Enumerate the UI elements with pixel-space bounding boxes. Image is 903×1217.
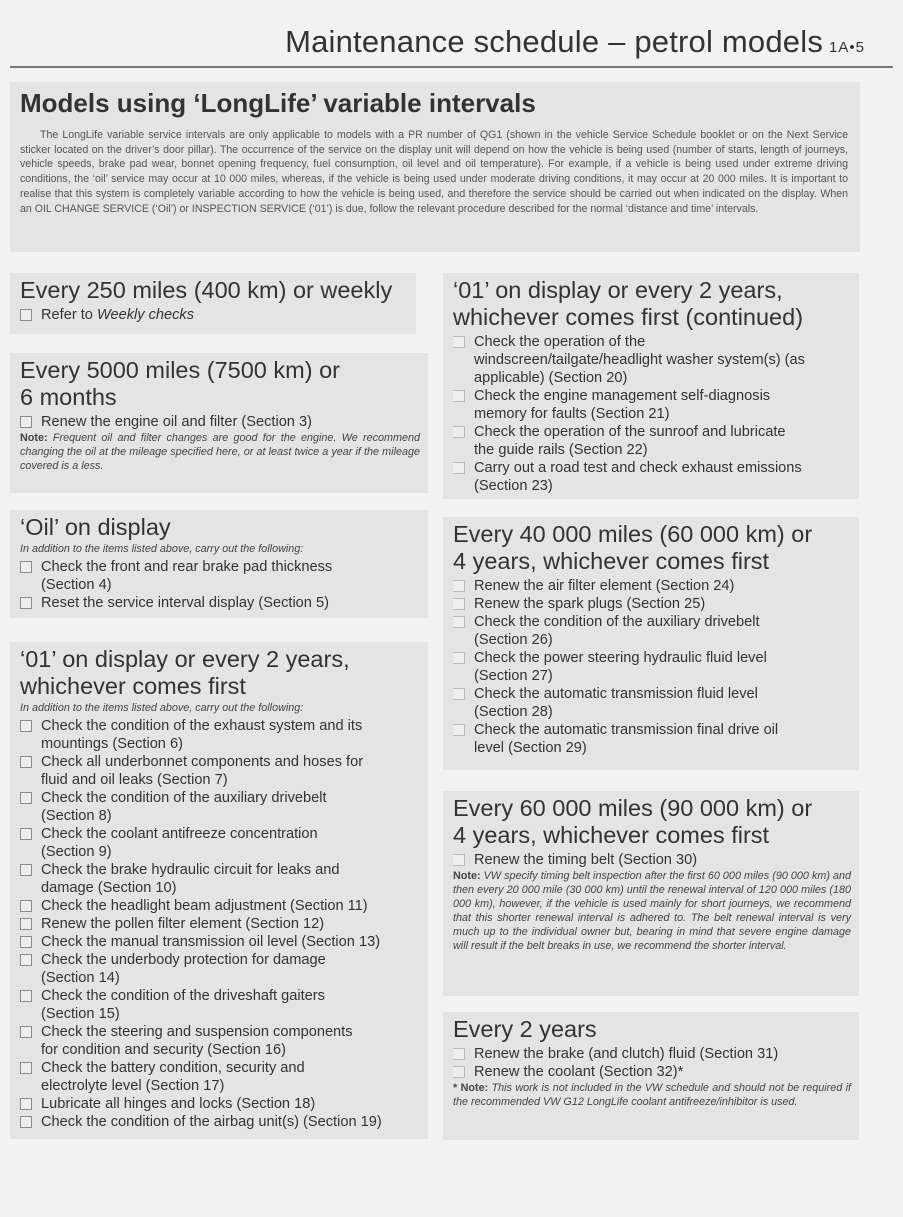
checklist-item xyxy=(453,721,851,757)
checkbox-icon[interactable] xyxy=(453,426,465,438)
checkbox-icon[interactable] xyxy=(20,828,32,840)
checklist-item-text: windscreen/tailgate/headlight washer system(s) (as xyxy=(474,352,805,368)
section-title: Every 250 miles (400 km) or weekly xyxy=(20,277,393,303)
checklist-item xyxy=(453,577,851,595)
section-title: Every 2 years xyxy=(453,1016,597,1042)
checkbox-icon[interactable] xyxy=(453,580,465,592)
checklist-item-text: Carry out a road test and check exhaust emissions xyxy=(474,460,802,476)
checkbox-icon[interactable] xyxy=(453,462,465,474)
checklist-item-text: Check the underbody protection for damage xyxy=(41,952,326,968)
checklist-item-text: Check the condition of the auxiliary drivebelt xyxy=(474,614,760,630)
checklist-item-text: Check the battery condition, security and xyxy=(41,1060,305,1076)
checkbox-icon[interactable] xyxy=(20,720,32,732)
checkbox-icon[interactable] xyxy=(453,1048,465,1060)
checklist-item-text: applicable) (Section 20) xyxy=(474,370,628,386)
checklist-item-text: the guide rails (Section 22) xyxy=(474,442,648,458)
checklist-item xyxy=(453,685,851,721)
checklist-item-text: Check the front and rear brake pad thickness xyxy=(41,559,333,575)
checklist-item xyxy=(453,649,851,685)
checkbox-icon[interactable] xyxy=(453,336,465,348)
checklist-item: Renew the engine oil and filter (Section 3) xyxy=(20,413,420,431)
section-01-continued xyxy=(443,273,859,499)
checkbox-icon[interactable] xyxy=(20,1026,32,1038)
section-lead: In addition to the items listed above, carry out the following: xyxy=(20,702,304,714)
checklist-item-text: fluid and oil leaks (Section 7) xyxy=(41,772,228,788)
checkbox-icon[interactable] xyxy=(20,597,32,609)
checklist-item-text: Check the operation of the xyxy=(474,334,646,350)
checklist-item xyxy=(20,861,420,897)
page-number: 1A•5 xyxy=(829,39,865,56)
checklist-item xyxy=(453,1045,851,1063)
section-title: Every 60 000 miles (90 000 km) or 4 years, whichever comes first xyxy=(453,795,813,848)
checklist-item-text: Check the headlight beam adjustment (Section 11) xyxy=(41,898,368,914)
checklist-item-text: Check the operation of the sunroof and lubricate xyxy=(474,424,786,440)
checkbox-icon[interactable] xyxy=(453,598,465,610)
checkbox-icon[interactable] xyxy=(20,561,32,573)
checklist-item-text: level (Section 29) xyxy=(474,740,587,756)
section-title: Every 5000 miles (7500 km) or 6 months xyxy=(20,357,340,410)
checklist-item-text: Check the coolant antifreeze concentration xyxy=(41,826,318,842)
checkbox-icon[interactable] xyxy=(20,416,32,428)
checklist-item-text: (Section 23) xyxy=(474,478,553,494)
checkbox-icon[interactable] xyxy=(20,309,32,321)
section-title: ‘01’ on display or every 2 years, whichever comes first xyxy=(20,646,350,699)
checklist-item xyxy=(453,613,851,649)
intro-heading: Models using ‘LongLife’ variable intervals xyxy=(20,88,536,118)
section-5000-miles xyxy=(10,353,428,493)
intro-panel xyxy=(10,82,860,252)
checklist-item xyxy=(20,753,420,789)
checkbox-icon[interactable] xyxy=(20,900,32,912)
section-2-years xyxy=(443,1012,859,1140)
checklist-item-text: damage (Section 10) xyxy=(41,880,177,896)
header-rule xyxy=(10,66,893,68)
checklist-item xyxy=(20,933,420,951)
checkbox-icon[interactable] xyxy=(20,864,32,876)
checklist-item-text: (Section 14) xyxy=(41,970,120,986)
checklist-item-text: Lubricate all hinges and locks (Section 18) xyxy=(41,1096,316,1112)
checklist-item: Refer to Weekly checks xyxy=(20,306,408,324)
checklist-item xyxy=(453,595,851,613)
checklist-item-text: Reset the service interval display (Section 5) xyxy=(41,595,329,611)
checklist-item xyxy=(20,987,420,1023)
checkbox-icon[interactable] xyxy=(20,756,32,768)
checkbox-icon[interactable] xyxy=(453,724,465,736)
checklist-item: Renew the timing belt (Section 30) xyxy=(453,851,851,869)
checkbox-icon[interactable] xyxy=(20,936,32,948)
checklist-item-text: Check the condition of the auxiliary drivebelt xyxy=(41,790,327,806)
checkbox-icon[interactable] xyxy=(20,918,32,930)
checklist-item xyxy=(453,333,851,387)
checklist-item xyxy=(20,1095,420,1113)
checklist-item-text: Check the brake hydraulic circuit for leaks and xyxy=(41,862,340,878)
checklist-item-text: Renew the air filter element (Section 24) xyxy=(474,578,735,594)
section-60000-miles xyxy=(443,791,859,996)
section-note: * Note: This work is not included in the VW schedule and should not be required if the recommended VW G12 LongLife coolant antifreeze/inhibitor is used. xyxy=(453,1082,851,1108)
section-lead: In addition to the items listed above, carry out the following: xyxy=(20,543,304,555)
checklist-item-text: (Section 27) xyxy=(474,668,553,684)
checklist-item xyxy=(20,1059,420,1095)
checklist-item-text: (Section 4) xyxy=(41,577,112,593)
checkbox-icon[interactable] xyxy=(453,1066,465,1078)
section-title: ‘01’ on display or every 2 years, whichever comes first (continued) xyxy=(453,277,804,330)
checklist-item-text: for condition and security (Section 16) xyxy=(41,1042,286,1058)
checklist-item-text: Check the condition of the airbag unit(s) (Section 19) xyxy=(41,1114,382,1130)
checklist-item-text: Renew the coolant (Section 32)* xyxy=(474,1064,684,1080)
checklist-item-text: mountings (Section 6) xyxy=(41,736,183,752)
checkbox-icon[interactable] xyxy=(453,854,465,866)
checkbox-icon[interactable] xyxy=(20,1098,32,1110)
checklist-item xyxy=(453,1063,851,1081)
checklist-item xyxy=(453,423,851,459)
checkbox-icon[interactable] xyxy=(20,1116,32,1128)
checklist-item xyxy=(20,825,420,861)
checkbox-icon[interactable] xyxy=(453,652,465,664)
checklist-item xyxy=(20,1023,420,1059)
section-250-miles xyxy=(10,273,416,334)
checklist-item xyxy=(20,1113,420,1131)
checklist-item-text: Check the condition of the driveshaft gaiters xyxy=(41,988,325,1004)
checklist-item-text: Check all underbonnet components and hoses for xyxy=(41,754,364,770)
checklist-item-text: (Section 26) xyxy=(474,632,553,648)
checklist-item-text: Check the automatic transmission fluid level xyxy=(474,686,758,702)
checklist-item-text: Check the engine management self-diagnosis xyxy=(474,388,771,404)
checkbox-icon[interactable] xyxy=(453,688,465,700)
intro-paragraph: The LongLife variable service intervals are only applicable to models with a PR number of QG1 (shown in the vehicle Service Schedule booklet or on the Next Service sticker located on the driver’s door pillar). The occurrence of the service on the display unit will depend on how the vehicle is being used (number of starts, length of journeys, vehicle speeds, brake pad wear, bonnet opening frequency, fuel consumption, oil level and oil temperature). For example, if a vehicle is being used under extreme driving conditions, the ‘oil’ service may occur at 10 000 miles, whereas, if the vehicle is being used under moderate driving conditions, it may occur at 20 000 miles. It is important to realise that this system is completely variable according to how the vehicle is being used, and therefore the service should be carried out when indicated on the display. When an OIL CHANGE SERVICE (‘Oil’) or INSPECTION SERVICE (‘01’) is due, follow the relevant procedure described for the normal ‘distance and time’ intervals. xyxy=(20,129,848,215)
checklist-item xyxy=(20,717,420,753)
checklist-item xyxy=(20,594,420,612)
checkbox-icon[interactable] xyxy=(20,990,32,1002)
section-title: Every 40 000 miles (60 000 km) or 4 years, whichever comes first xyxy=(453,521,813,574)
checklist-item xyxy=(20,915,420,933)
checklist-item-text: (Section 28) xyxy=(474,704,553,720)
checklist-item-text: (Section 8) xyxy=(41,808,112,824)
checklist-item-text: Check the power steering hydraulic fluid level xyxy=(474,650,767,666)
checklist-item-text: Renew the brake (and clutch) fluid (Section 31) xyxy=(474,1046,779,1062)
checklist-item-text: (Section 15) xyxy=(41,1006,120,1022)
page-title: Maintenance schedule – petrol models 1A•5 xyxy=(285,24,865,59)
page-header xyxy=(0,0,903,68)
checklist-item xyxy=(20,558,420,594)
checklist-item-text: memory for faults (Section 21) xyxy=(474,406,670,422)
checklist-item xyxy=(20,951,420,987)
checklist-item-text: (Section 9) xyxy=(41,844,112,860)
checklist-item xyxy=(20,789,420,825)
checkbox-icon[interactable] xyxy=(20,792,32,804)
checklist-item xyxy=(20,897,420,915)
section-40000-miles xyxy=(443,517,859,770)
checkbox-icon[interactable] xyxy=(20,954,32,966)
checklist-item xyxy=(453,459,851,495)
checklist-item-text: Renew the pollen filter element (Section 12) xyxy=(41,916,325,932)
checklist-item-text: Check the condition of the exhaust system and its xyxy=(41,718,363,734)
checkbox-icon[interactable] xyxy=(20,1062,32,1074)
checklist-item-text: Check the steering and suspension components xyxy=(41,1024,353,1040)
section-title: ‘Oil’ on display xyxy=(20,514,171,540)
checklist-item-text: Check the automatic transmission final drive oil xyxy=(474,722,779,738)
checkbox-icon[interactable] xyxy=(453,616,465,628)
checkbox-icon[interactable] xyxy=(453,390,465,402)
section-note: Note: Frequent oil and filter changes are good for the engine. We recommend changing the oil at the mileage specified here, or at least twice a year if the mileage covered is a less. xyxy=(20,432,421,472)
section-01-display xyxy=(10,642,428,1139)
checklist-item-text: Check the manual transmission oil level (Section 13) xyxy=(41,934,381,950)
section-note: Note: VW specify timing belt inspection after the first 60 000 miles (90 000 km) and then every 20 000 mile (30 000 km) until the renewal interval of 120 000 miles (180 000 km), however, if the vehicle is used mainly for short journeys, we recommend that this shorter renewal interval is adhered to. The belt renewal interval is very much up to the individual owner but, bearing in mind that severe engine damage will result if the belt breaks in use, we recommend the shorter interval. xyxy=(453,870,852,952)
checklist-item xyxy=(453,387,851,423)
checklist-item-text: Renew the spark plugs (Section 25) xyxy=(474,596,706,612)
section-oil-display xyxy=(10,510,428,618)
checklist-item-text: electrolyte level (Section 17) xyxy=(41,1078,225,1094)
